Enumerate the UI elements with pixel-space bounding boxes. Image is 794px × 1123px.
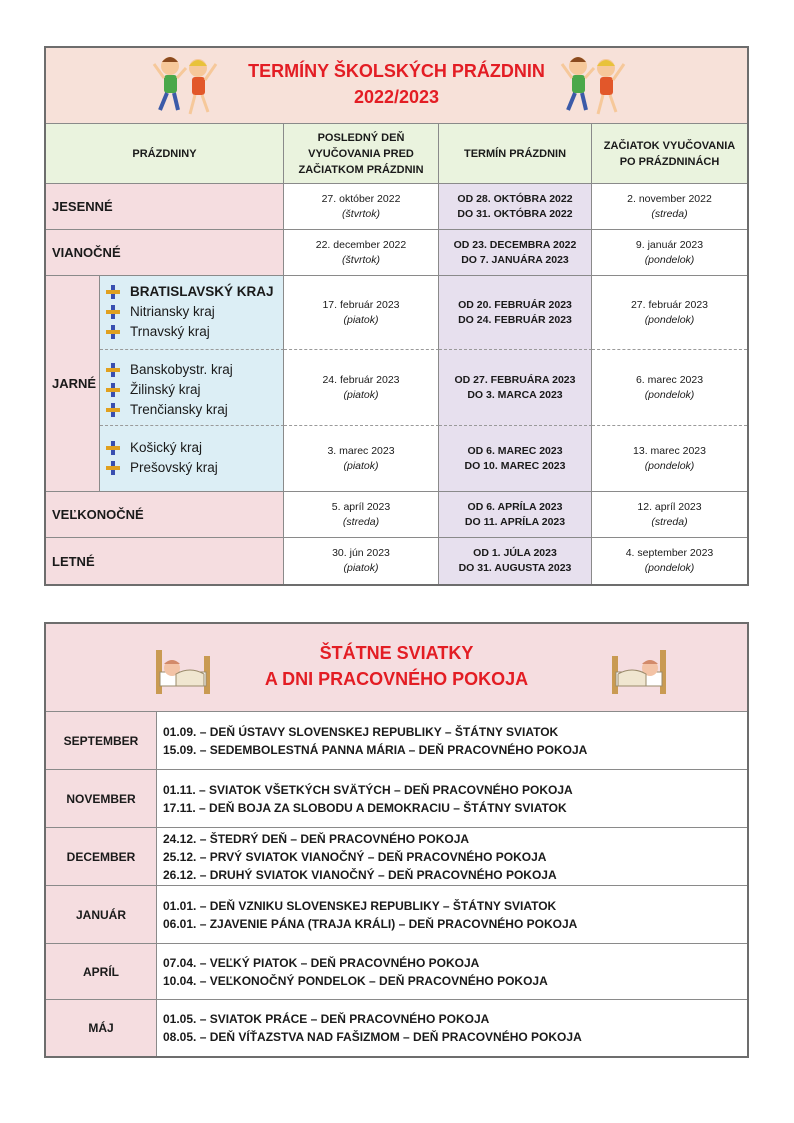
term-spring-2: OD 27. FEBRUÁRA 2023 DO 3. MARCA 2023 — [439, 350, 592, 426]
school-holidays-table — [44, 46, 749, 586]
public-holidays-header — [46, 624, 747, 712]
bullet-arrow-icon — [106, 461, 120, 475]
term-spring-3: OD 6. MAREC 2023 DO 10. MAREC 2023 — [439, 426, 592, 492]
month-november: NOVEMBER — [46, 770, 157, 828]
row-label-autumn: JESENNÉ — [46, 184, 284, 230]
bullet-arrow-icon — [106, 403, 120, 417]
month-may: MÁJ — [46, 1000, 157, 1056]
start-easter: 12. apríl 2023 (streda) — [592, 492, 747, 538]
last-day-summer: 30. jún 2023 (piatok) — [284, 538, 439, 584]
start-spring-3: 13. marec 2023 (pondelok) — [592, 426, 747, 492]
row-label-summer: LETNÉ — [46, 538, 284, 584]
title-line-1: ŠTÁTNE SVIATKY — [319, 643, 474, 663]
month-january: JANUÁR — [46, 886, 157, 944]
school-holidays-title — [46, 58, 747, 110]
term-spring-1: OD 20. FEBRUÁR 2023 DO 24. FEBRUÁR 2023 — [439, 276, 592, 350]
public-holidays-title — [46, 640, 747, 692]
title-line-1: TERMÍNY ŠKOLSKÝCH PRÁZDNIN — [248, 61, 545, 81]
start-spring-1: 27. február 2023 (pondelok) — [592, 276, 747, 350]
bullet-arrow-icon — [106, 441, 120, 455]
row-label-christmas: VIANOČNÉ — [46, 230, 284, 276]
bullet-arrow-icon — [106, 363, 120, 377]
spring-regions-group-3: Košický kraj Prešovský kraj — [100, 426, 284, 492]
last-day-christmas: 22. december 2022 (štvrtok) — [284, 230, 439, 276]
holidays-january: 01.01. – DEŇ VZNIKU SLOVENSKEJ REPUBLIKY – ŠTÁTNY SVIATOK 06.01. – ZJAVENIE PÁNA (TRAJA KRÁLI) – DEŇ PRACOVNÉHO POKOJA — [157, 886, 747, 944]
holidays-april: 07.04. – VEĽKÝ PIATOK – DEŇ PRACOVNÉHO POKOJA 10.04. – VEĽKONOČNÝ PONDELOK – DEŇ PRACOVNÉHO POKOJA — [157, 944, 747, 1000]
public-holidays-table — [44, 622, 749, 1058]
start-christmas: 9. január 2023 (pondelok) — [592, 230, 747, 276]
holidays-november: 01.11. – SVIATOK VŠETKÝCH SVÄTÝCH – DEŇ PRACOVNÉHO POKOJA 17.11. – DEŇ BOJA ZA SLOBODU A DEMOKRACIU – ŠTÁTNY SVIATOK — [157, 770, 747, 828]
holidays-may: 01.05. – SVIATOK PRÁCE – DEŇ PRACOVNÉHO POKOJA 08.05. – DEŇ VÍŤAZSTVA NAD FAŠIZMOM – DEŇ PRACOVNÉHO POKOJA — [157, 1000, 747, 1056]
header-last-day: POSLEDNÝ DEŇ VYUČOVANIA PRED ZAČIATKOM PRÁZDNIN — [284, 124, 439, 184]
start-autumn: 2. november 2022 (streda) — [592, 184, 747, 230]
last-day-spring-2: 24. február 2023 (piatok) — [284, 350, 439, 426]
start-spring-2: 6. marec 2023 (pondelok) — [592, 350, 747, 426]
row-label-spring: JARNÉ — [46, 276, 100, 492]
bullet-arrow-icon — [106, 285, 120, 299]
term-summer: OD 1. JÚLA 2023 DO 31. AUGUSTA 2023 — [439, 538, 592, 584]
spring-regions-group-2: Banskobystr. kraj Žilinský kraj Trenčiansky kraj — [100, 350, 284, 426]
term-christmas: OD 23. DECEMBRA 2022 DO 7. JANUÁRA 2023 — [439, 230, 592, 276]
last-day-spring-3: 3. marec 2023 (piatok) — [284, 426, 439, 492]
title-line-2: 2022/2023 — [353, 87, 440, 107]
school-holidays-header — [46, 48, 747, 124]
title-line-2: A DNI PRACOVNÉHO POKOJA — [264, 669, 529, 689]
header-holiday: PRÁZDNINY — [46, 124, 284, 184]
row-label-easter: VEĽKONOČNÉ — [46, 492, 284, 538]
bullet-arrow-icon — [106, 325, 120, 339]
header-start: ZAČIATOK VYUČOVANIA PO PRÁZDNINÁCH — [592, 124, 747, 184]
month-april: APRÍL — [46, 944, 157, 1000]
term-easter: OD 6. APRÍLA 2023 DO 11. APRÍLA 2023 — [439, 492, 592, 538]
header-term: TERMÍN PRÁZDNIN — [439, 124, 592, 184]
holidays-december: 24.12. – ŠTEDRÝ DEŇ – DEŇ PRACOVNÉHO POKOJA 25.12. – PRVÝ SVIATOK VIANOČNÝ – DEŇ PRACOVNÉHO POKOJA 26.12. – DRUHÝ SVIATOK VIANOČNÝ – DEŇ PRACOVNÉHO POKOJA — [157, 828, 747, 886]
month-september: SEPTEMBER — [46, 712, 157, 770]
bullet-arrow-icon — [106, 305, 120, 319]
last-day-easter: 5. apríl 2023 (streda) — [284, 492, 439, 538]
month-december: DECEMBER — [46, 828, 157, 886]
last-day-autumn: 27. október 2022 (štvrtok) — [284, 184, 439, 230]
start-summer: 4. september 2023 (pondelok) — [592, 538, 747, 584]
bullet-arrow-icon — [106, 383, 120, 397]
term-autumn: OD 28. OKTÓBRA 2022 DO 31. OKTÓBRA 2022 — [439, 184, 592, 230]
spring-regions-group-1: BRATISLAVSKÝ KRAJ Nitriansky kraj Trnavský kraj — [100, 276, 284, 350]
holidays-september: 01.09. – DEŇ ÚSTAVY SLOVENSKEJ REPUBLIKY – ŠTÁTNY SVIATOK 15.09. – SEDEMBOLESTNÁ PANNA MÁRIA – DEŇ PRACOVNÉHO POKOJA — [157, 712, 747, 770]
last-day-spring-1: 17. február 2023 (piatok) — [284, 276, 439, 350]
